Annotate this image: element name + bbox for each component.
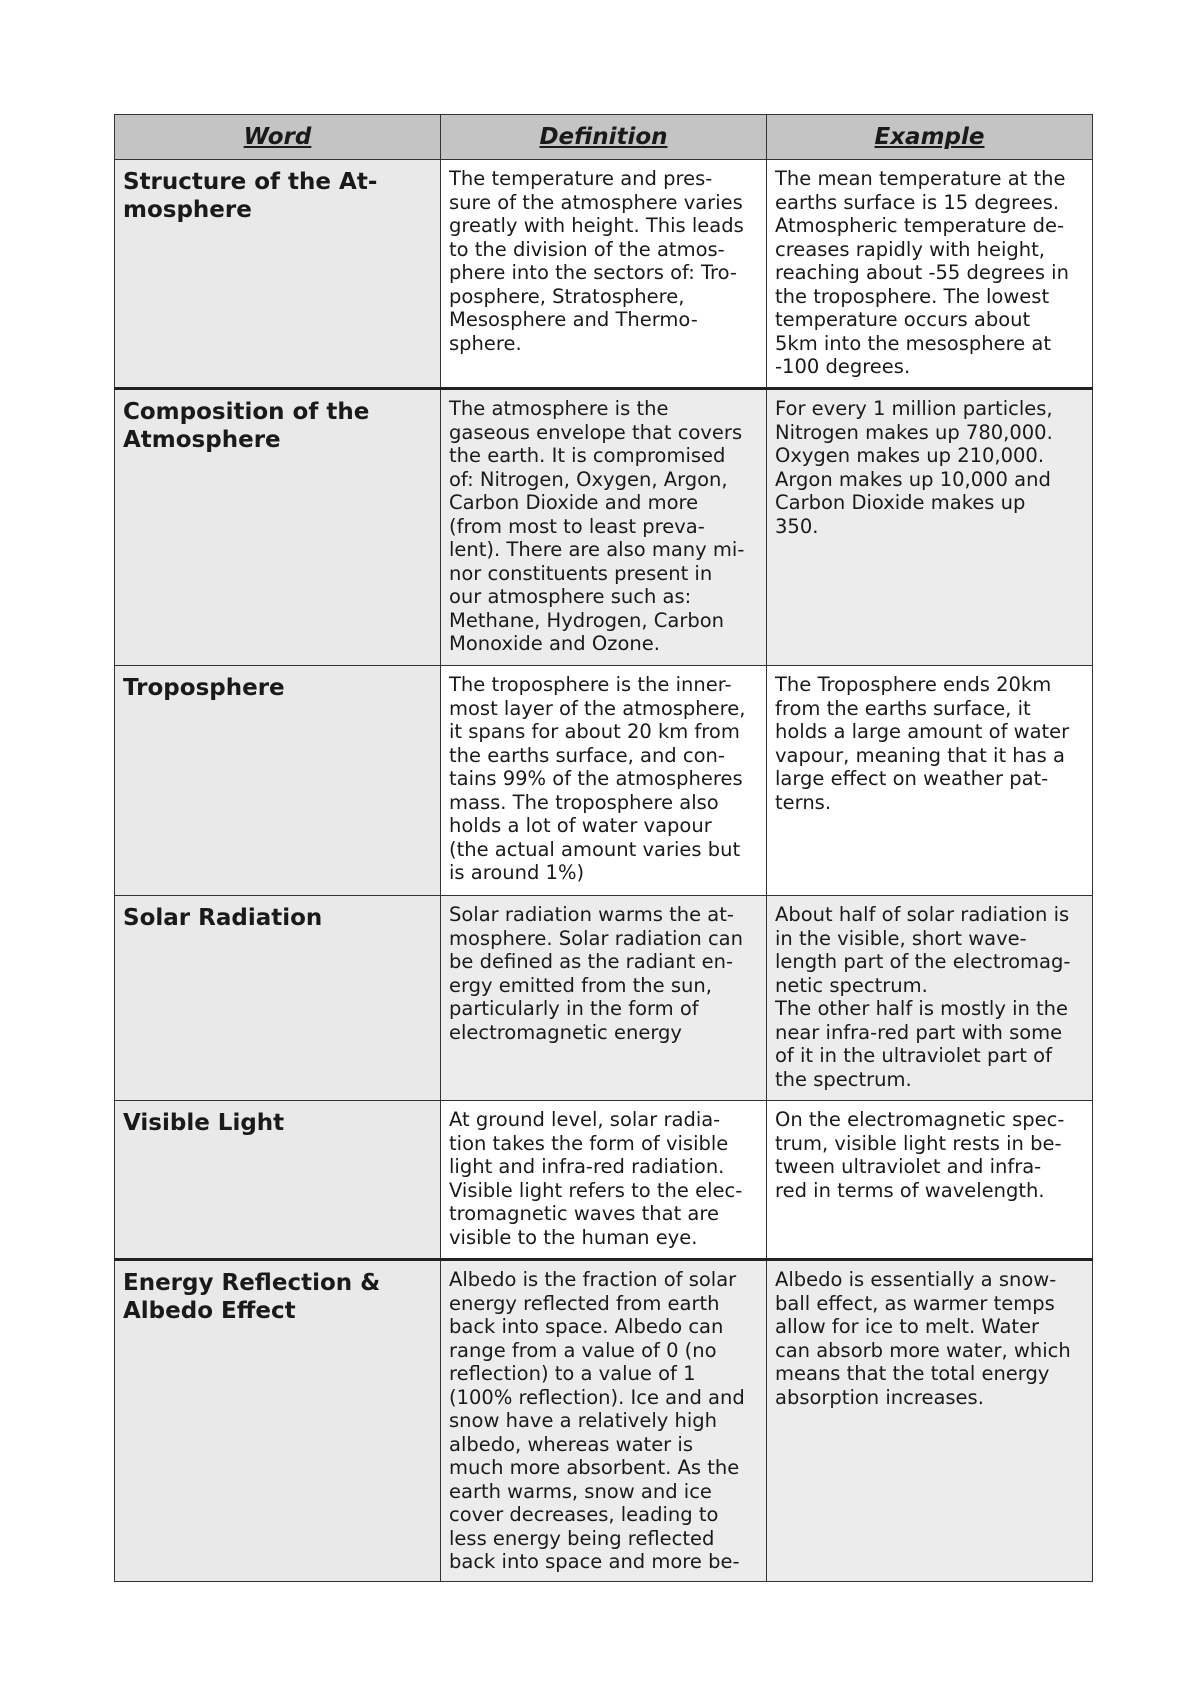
definition-cell xyxy=(441,160,767,389)
example-text: The Troposphere ends 20km from the earths surface, it holds a large amount of water vapour, meaning that it has a large effect on weather pat- terns. xyxy=(775,673,1070,814)
term-cell xyxy=(115,666,441,896)
example-text: The mean temperature at the earths surface is 15 degrees. Atmospheric temperature de- creases rapidly with height, reaching about -55 degrees in the troposphere. The lowest temperature occurs about 5km into the mesosphere at -100 degrees. xyxy=(775,167,1069,378)
term-text: Composition of the Atmosphere xyxy=(123,399,370,453)
definition-text: Albedo is the fraction of solar energy reflected from earth back into space. Albedo can range from a value of 0 (no reflection) to a value of 1 (100% reflection). Ice and and snow have a relatively high albedo, whereas water is much more absorbent. As the earth warms, snow and ice cover decreases, leading to less energy being reflected back into space and more be- xyxy=(449,1268,745,1573)
example-cell xyxy=(767,666,1093,896)
header-word: Word xyxy=(115,115,441,160)
term-cell xyxy=(115,160,441,389)
term-text: Visible Light xyxy=(123,1110,285,1136)
term-text: Structure of the At- mosphere xyxy=(123,169,378,223)
example-text: About half of solar radiation is in the visible, short wave- length part of the electromag- netic spectrum. The other half is mostly in the near infra-red part with some of it in the ultraviolet part of the spectrum. xyxy=(775,903,1071,1091)
example-cell xyxy=(767,1101,1093,1260)
definition-text: At ground level, solar radia- tion takes the form of visible light and infra-red radiation. Visible light refers to the elec- tromagnetic waves that are visible to the human eye. xyxy=(449,1108,743,1249)
example-text: For every 1 million particles, Nitrogen makes up 780,000. Oxygen makes up 210,000. Argon makes up 10,000 and Carbon Dioxide makes up 350. xyxy=(775,397,1053,538)
term-cell xyxy=(115,389,441,666)
definition-cell xyxy=(441,896,767,1101)
definition-cell xyxy=(441,1101,767,1260)
example-text: Albedo is essentially a snow- ball effect, as warmer temps allow for ice to melt. Water can absorb more water, which means that the total energy absorption increases. xyxy=(775,1268,1071,1409)
header-example: Example xyxy=(767,115,1093,160)
table-row xyxy=(115,896,1093,1101)
example-text: On the electromagnetic spec- trum, visible light rests in be- tween ultraviolet and infra- red in terms of wavelength. xyxy=(775,1108,1065,1202)
table-row xyxy=(115,666,1093,896)
definition-cell xyxy=(441,389,767,666)
header-definition: Definition xyxy=(441,115,767,160)
example-cell xyxy=(767,160,1093,389)
example-cell xyxy=(767,896,1093,1101)
table-row xyxy=(115,160,1093,389)
term-text: Solar Radiation xyxy=(123,905,323,931)
example-cell xyxy=(767,1260,1093,1582)
definition-cell xyxy=(441,1260,767,1582)
definition-text: Solar radiation warms the at- mosphere. Solar radiation can be defined as the radiant en- ergy emitted from the sun, particularly in the form of electromagnetic energy xyxy=(449,903,743,1044)
term-cell xyxy=(115,1260,441,1582)
definition-text: The troposphere is the inner- most layer of the atmosphere, it spans for about 20 km from the earths surface, and con- tains 99% of the atmospheres mass. The troposphere also holds a lot of water vapour (the actual amount varies but is around 1%) xyxy=(449,673,746,884)
glossary-table xyxy=(114,114,1093,1582)
definition-cell xyxy=(441,666,767,896)
term-cell xyxy=(115,1101,441,1260)
term-cell xyxy=(115,896,441,1101)
term-text: Energy Reflection & Albedo Effect xyxy=(123,1270,381,1324)
table-row xyxy=(115,389,1093,666)
table-row xyxy=(115,1101,1093,1260)
table-row xyxy=(115,1260,1093,1582)
example-cell xyxy=(767,389,1093,666)
definition-text: The temperature and pres- sure of the atmosphere varies greatly with height. This leads to the division of the atmos- phere into the sectors of: Tro- posphere, Stratosphere, Mesosphere and Thermo- sphere. xyxy=(449,167,744,355)
header-row xyxy=(115,115,1093,160)
definition-text: The atmosphere is the gaseous envelope that covers the earth. It is compromised of: Nitrogen, Oxygen, Argon, Carbon Dioxide and more (from most to least preva- lent). There are also many mi- nor constituents present in our atmosphere such as: Methane, Hydrogen, Carbon Monoxide and Ozone. xyxy=(449,397,745,655)
term-text: Troposphere xyxy=(123,675,285,701)
